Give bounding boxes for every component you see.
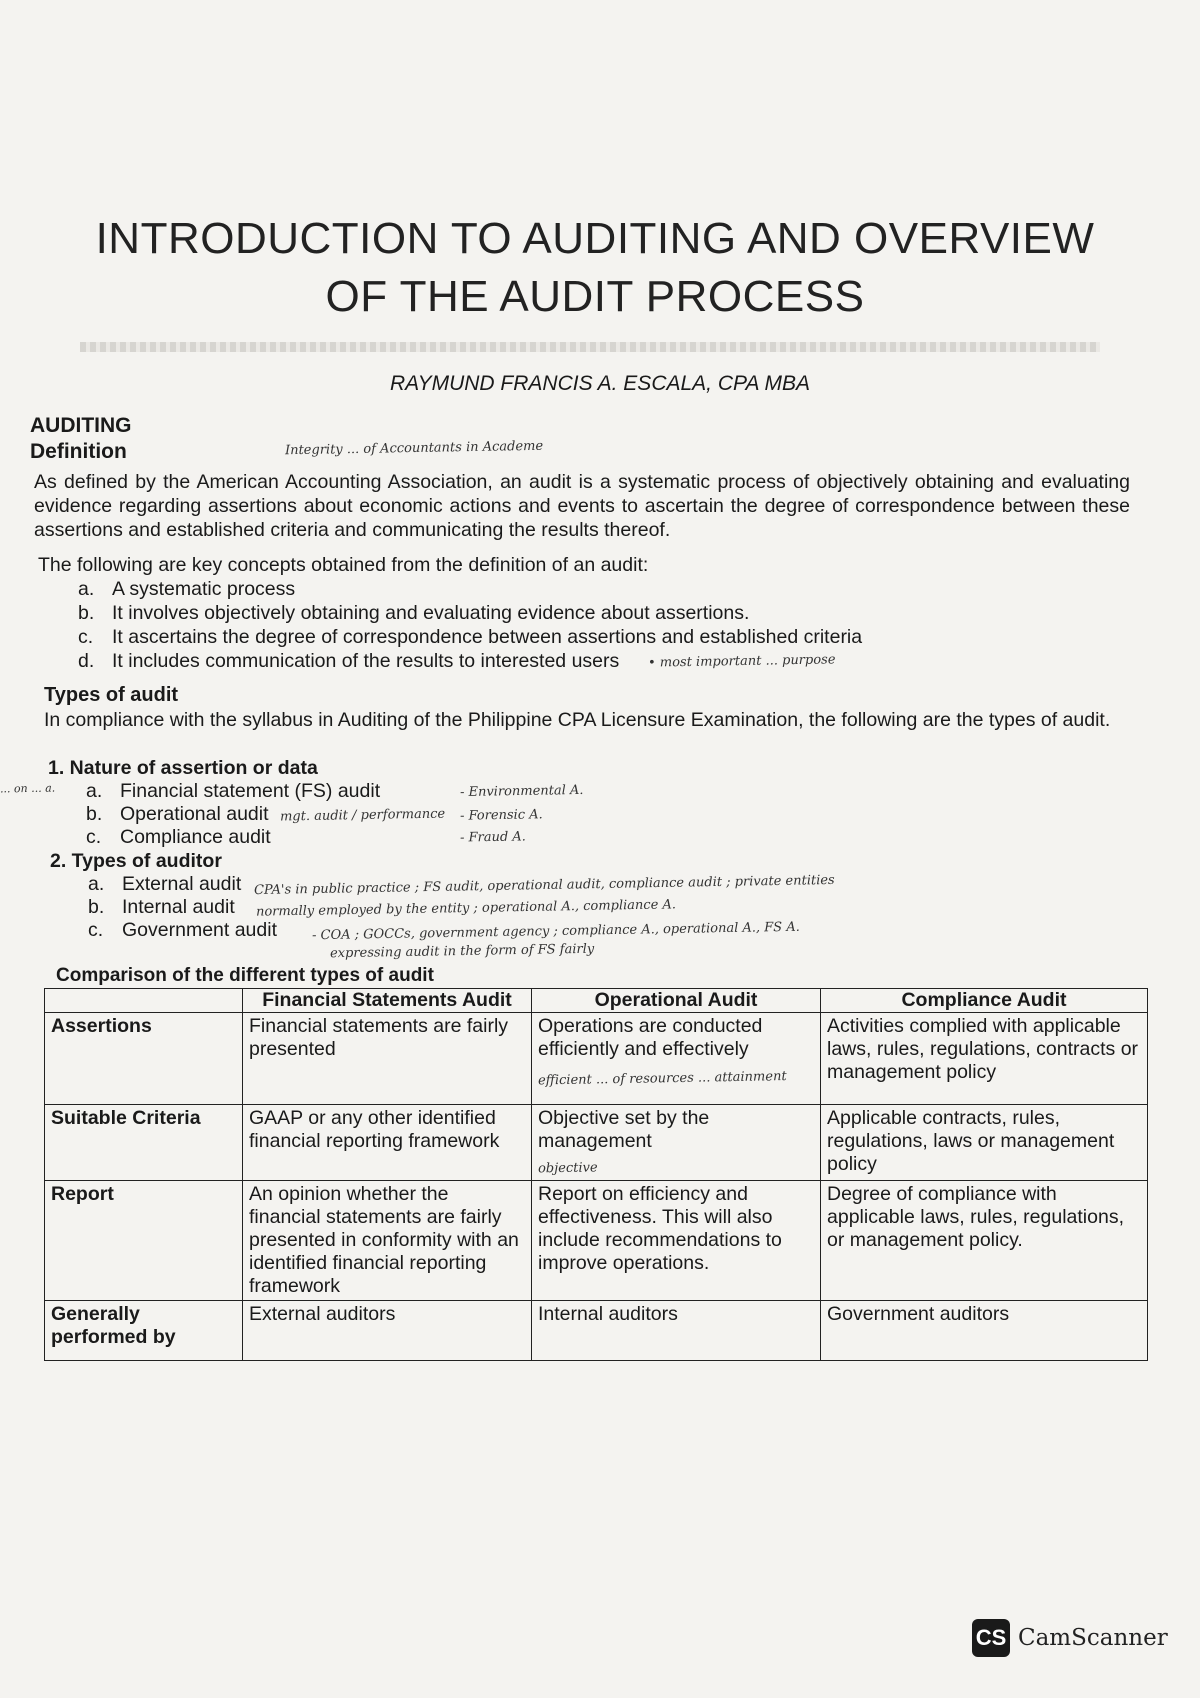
table-header-fs-audit: Financial Statements Audit bbox=[243, 989, 532, 1013]
group2-item-b: b. Internal audit bbox=[88, 896, 235, 918]
table-row bbox=[45, 1181, 1148, 1301]
handwritten-note-12: objective bbox=[537, 1160, 598, 1177]
handwritten-note-5: - Fraud A. bbox=[459, 829, 526, 846]
handwritten-note-10: expressing audit in the form of FS fairly bbox=[329, 941, 595, 962]
camscanner-logo: CS bbox=[972, 1619, 1010, 1657]
table-cell: An opinion whether the financial statements are fairly presented in conformity with an identified financial reporting framework bbox=[243, 1181, 532, 1301]
table-cell: GAAP or any other identified financial reporting framework bbox=[243, 1105, 532, 1181]
table-header-operational-audit: Operational Audit bbox=[532, 989, 821, 1013]
table-cell: Government auditors bbox=[821, 1301, 1148, 1361]
handwritten-note-2: • most important ... purpose bbox=[647, 652, 836, 671]
table-cell: Activities complied with applicable laws, rules, regulations, contracts or management policy bbox=[821, 1013, 1148, 1105]
key-concept-b: b. It involves objectively obtaining and evaluating evidence about assertions. bbox=[78, 602, 750, 624]
definition-text: As defined by the American Accounting Association, an audit is a systematic process of objectively obtaining and evaluating evidence regarding assertions about economic actions and events to ascertain the degree of correspondence between these assertions and established criteria and communicating the results thereof. bbox=[34, 471, 1130, 541]
table-cell bbox=[532, 1105, 821, 1181]
table-cell bbox=[532, 1013, 821, 1105]
table-header-blank bbox=[45, 989, 243, 1013]
key-concepts-intro: The following are key concepts obtained from the definition of an audit: bbox=[38, 554, 649, 576]
author: RAYMUND FRANCIS A. ESCALA, CPA MBA bbox=[389, 372, 811, 395]
handwritten-note-8: normally employed by the entity ; operational A., compliance A. bbox=[255, 897, 677, 920]
handwritten-note-7: CPA's in public practice ; FS audit, operational audit, compliance audit ; private entities bbox=[253, 872, 835, 899]
section-heading: AUDITING bbox=[30, 414, 132, 437]
title-line-2: OF THE AUDIT PROCESS bbox=[325, 272, 865, 321]
table-header-compliance-audit: Compliance Audit bbox=[821, 989, 1148, 1013]
key-concept-c: c. It ascertains the degree of correspondence between assertions and established criteria bbox=[78, 626, 863, 648]
table-cell: External auditors bbox=[243, 1301, 532, 1361]
handwritten-note-1: Integrity ... of Accountants in Academe bbox=[284, 438, 544, 459]
table-cell: Report on efficiency and effectiveness. This will also include recommendations to improve operations. bbox=[532, 1181, 821, 1301]
handwritten-note-3: - Environmental A. bbox=[459, 782, 584, 801]
group1-heading: 1. Nature of assertion or data bbox=[48, 757, 318, 779]
table-cell-text: Objective set by the management bbox=[538, 1107, 710, 1152]
table-cell-text: Operations are conducted efficiently and effectively bbox=[538, 1015, 763, 1060]
types-intro: In compliance with the syllabus in Auditing of the Philippine CPA Licensure Examination, the following are the types of audit. bbox=[44, 709, 1111, 731]
row-label-report: Report bbox=[45, 1181, 243, 1301]
table-cell: Applicable contracts, rules, regulations, laws or management policy bbox=[821, 1105, 1148, 1181]
camscanner-brand: CamScanner bbox=[1018, 1625, 1168, 1651]
table-header-row bbox=[45, 989, 1148, 1013]
comparison-heading: Comparison of the different types of audit bbox=[56, 965, 434, 986]
table-row bbox=[45, 1301, 1148, 1361]
table-cell: Degree of compliance with applicable laws, rules, regulations, or management policy. bbox=[821, 1181, 1148, 1301]
group1-item-c: c. Compliance audit bbox=[86, 826, 271, 848]
group2-item-c: c. Government audit bbox=[88, 919, 278, 941]
table-row bbox=[45, 1105, 1148, 1181]
handwritten-note-11: efficient ... of resources ... attainment bbox=[537, 1069, 787, 1089]
group2-item-a: a. External audit bbox=[88, 873, 242, 895]
table-row bbox=[45, 1013, 1148, 1105]
handwritten-note-9: - COA ; GOCCs, government agency ; compliance A., operational A., FS A. bbox=[311, 919, 800, 944]
row-label-suitable-criteria: Suitable Criteria bbox=[45, 1105, 243, 1181]
key-concept-a: a. A systematic process bbox=[78, 578, 296, 600]
group1-item-a: a. Financial statement (FS) audit bbox=[86, 780, 381, 802]
key-concept-d: d. It includes communication of the results to interested users bbox=[78, 650, 620, 672]
title-line-1: INTRODUCTION TO AUDITING AND OVERVIEW bbox=[95, 214, 1095, 263]
row-label-assertions: Assertions bbox=[45, 1013, 243, 1105]
camscanner-watermark bbox=[972, 1616, 1168, 1660]
table-cell: Internal auditors bbox=[532, 1301, 821, 1361]
page-title bbox=[20, 210, 1170, 326]
group1-item-b: b. Operational audit bbox=[86, 803, 269, 825]
table-cell: Financial statements are fairly presented bbox=[243, 1013, 532, 1105]
handwritten-note-6: mgt. audit / performance bbox=[279, 806, 446, 825]
types-heading: Types of audit bbox=[44, 684, 179, 706]
group2-heading: 2. Types of auditor bbox=[50, 850, 222, 872]
row-label-performed-by: Generally performed by bbox=[45, 1301, 243, 1361]
definition-heading: Definition bbox=[30, 440, 127, 463]
handwritten-note-13: ... on ... a. bbox=[0, 781, 56, 796]
comparison-table bbox=[44, 988, 1148, 1361]
title-divider bbox=[80, 342, 1100, 352]
handwritten-note-4: - Forensic A. bbox=[459, 807, 543, 824]
